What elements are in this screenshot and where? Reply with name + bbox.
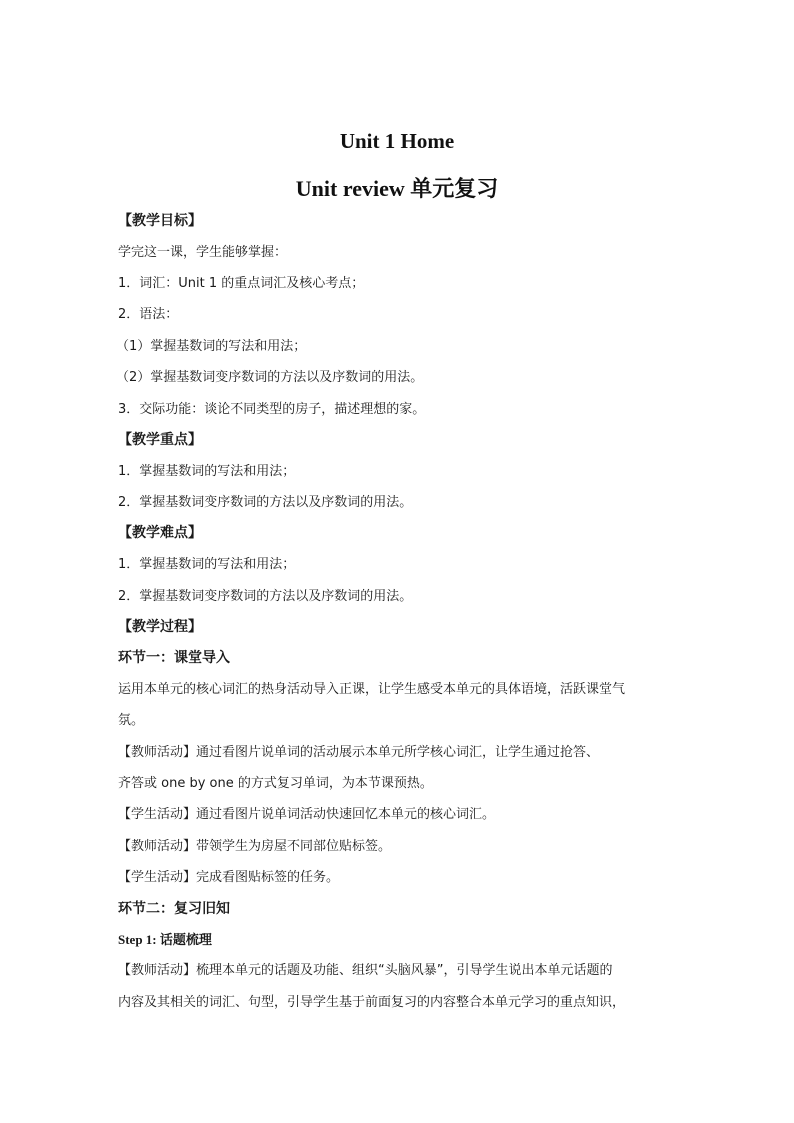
document-subtitle: Unit review 单元复习: [295, 176, 499, 201]
body-line: 【教师活动】通过看图片说单词的活动展示本单元所学核心词汇，让学生通过抢答、: [118, 745, 600, 760]
body-line: 2．掌握基数词变序数词的方法以及序数词的用法。: [118, 495, 413, 510]
body-line: 【学生活动】完成看图贴标签的任务。: [118, 870, 340, 885]
body-line: 【学生活动】通过看图片说单词活动快速回忆本单元的核心词汇。: [118, 807, 496, 822]
step-heading: Step 1: 话题梳理: [118, 932, 212, 947]
stage-heading-intro: 环节一：课堂导入: [118, 650, 230, 666]
body-line: 氛。: [118, 713, 145, 728]
body-line: 齐答或 one by one 的方式复习单词，为本节课预热。: [118, 776, 433, 791]
body-line: 内容及其相关的词汇、句型，引导学生基于前面复习的内容整合本单元学习的重点知识，: [118, 995, 626, 1010]
body-line: （2）掌握基数词变序数词的方法以及序数词的用法。: [116, 370, 424, 385]
section-heading-difficulties: 【教学难点】: [118, 525, 202, 541]
stage-heading-review: 环节二：复习旧知: [118, 901, 230, 917]
section-heading-process: 【教学过程】: [118, 619, 202, 635]
body-line: 2．语法：: [118, 307, 179, 322]
section-heading-objectives: 【教学目标】: [118, 213, 202, 229]
body-line: 1．掌握基数词的写法和用法；: [118, 557, 296, 572]
body-line: 【教师活动】梳理本单元的话题及功能、组织“头脑风暴”，引导学生说出本单元话题的: [118, 963, 613, 978]
body-line: 【教师活动】带领学生为房屋不同部位贴标签。: [118, 839, 392, 854]
document-title: Unit 1 Home: [339, 129, 455, 153]
body-line: 学完这一课，学生能够掌握：: [118, 245, 288, 260]
body-line: 运用本单元的核心词汇的热身活动导入正课，让学生感受本单元的具体语境，活跃课堂气: [118, 682, 626, 697]
body-line: 1．掌握基数词的写法和用法；: [118, 464, 296, 479]
body-line: 2．掌握基数词变序数词的方法以及序数词的用法。: [118, 589, 413, 604]
body-line: 1．词汇：Unit 1 的重点词汇及核心考点；: [118, 276, 365, 291]
body-line: 3．交际功能：谈论不同类型的房子，描述理想的家。: [118, 402, 426, 417]
body-line: （1）掌握基数词的写法和用法；: [116, 339, 307, 354]
section-heading-key-points: 【教学重点】: [118, 432, 202, 448]
